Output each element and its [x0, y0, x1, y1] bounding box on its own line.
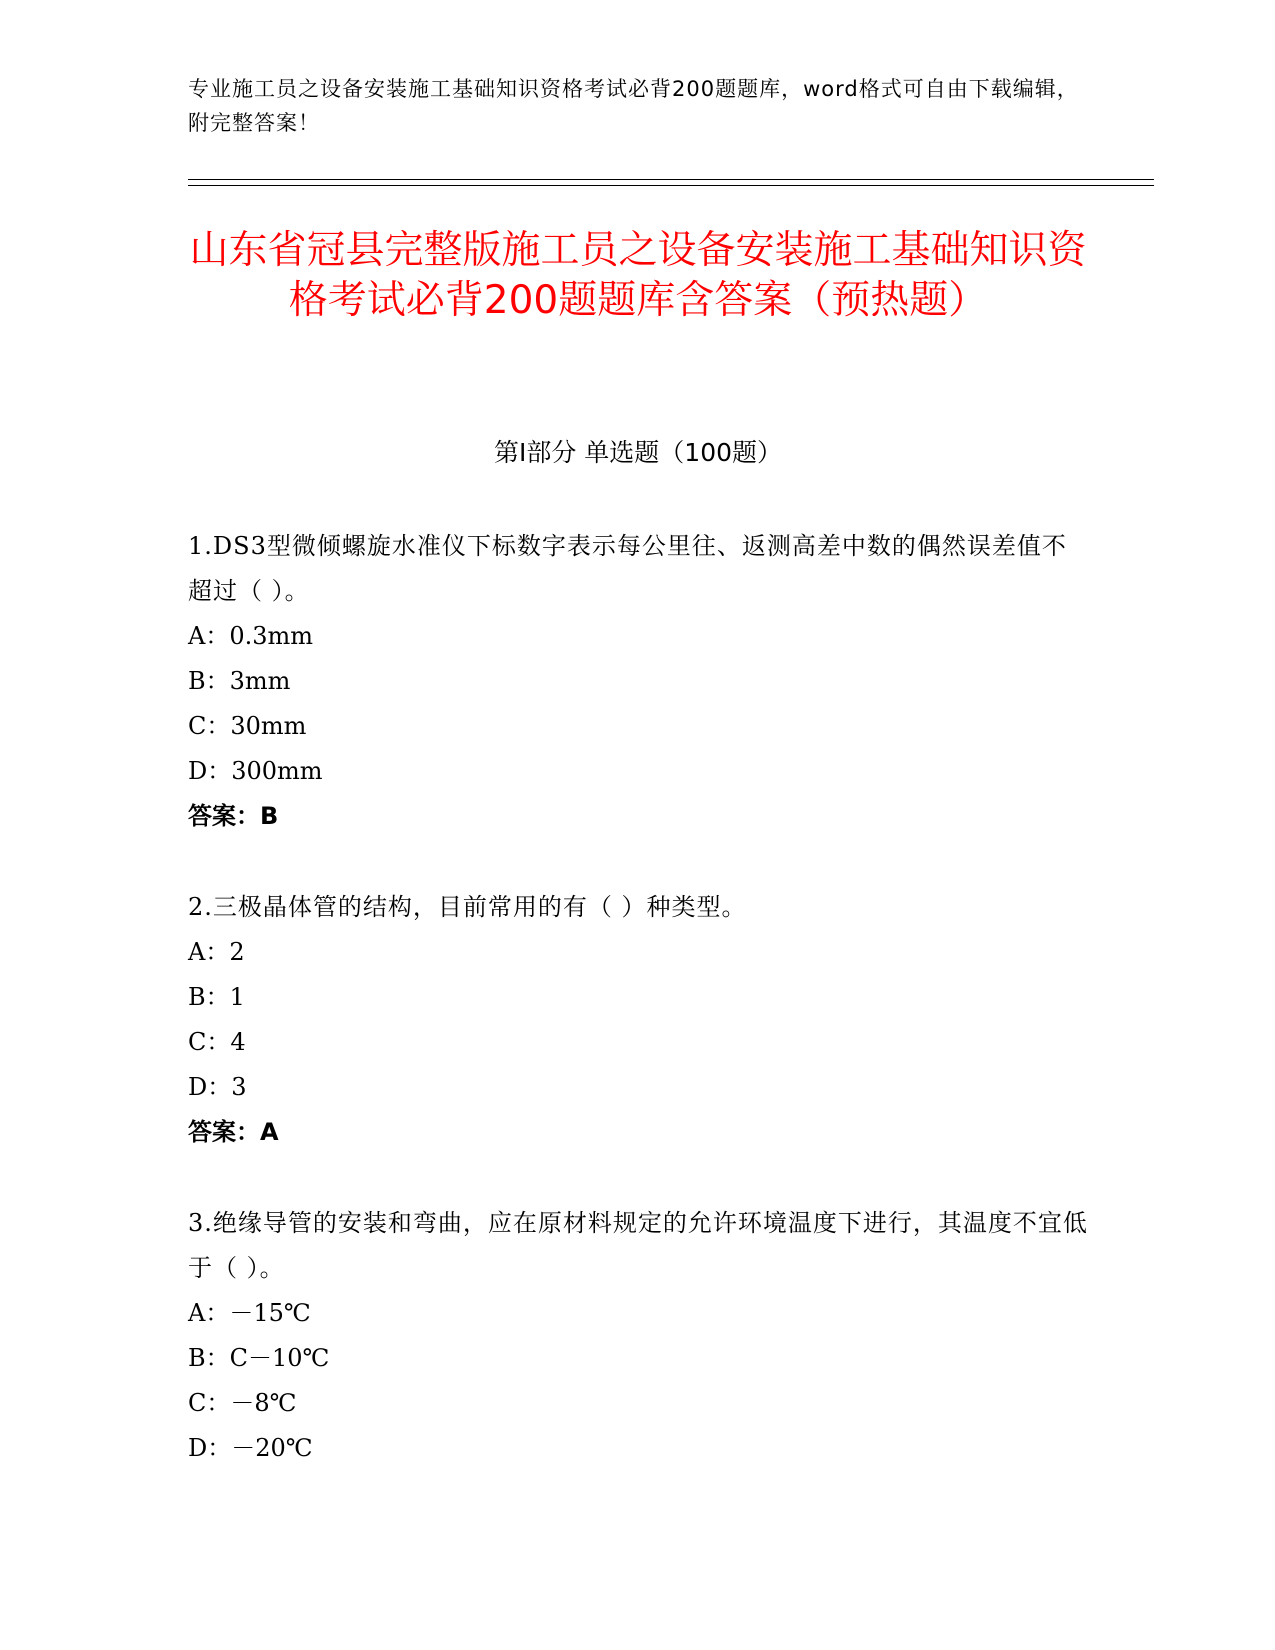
- option-a: A：－15℃: [188, 1299, 311, 1327]
- option-a: A：0.3mm: [188, 622, 314, 650]
- section-title: 第I部分 单选题（100题）: [493, 438, 783, 467]
- option-d: D：－20℃: [188, 1434, 313, 1462]
- question-text: 1.DS3型微倾螺旋水准仪下标数字表示每公里往、返测高差中数的偶然误差值不超过（ ）。: [188, 532, 1067, 605]
- option-c: C：4: [188, 1028, 246, 1056]
- answer: 答案：B: [188, 802, 279, 830]
- option-b: B：C－10℃: [188, 1344, 330, 1372]
- document-title: 山东省冠县完整版施工员之设备安装施工基础知识资格考试必背200题题库含答案（预热题）: [189, 228, 1087, 323]
- header-rule-bottom: [188, 185, 1154, 186]
- option-a: A：2: [188, 938, 245, 966]
- option-c: C：－8℃: [188, 1389, 297, 1417]
- option-d: D：3: [188, 1073, 247, 1101]
- question-3: [188, 1201, 1088, 1471]
- option-d: D：300mm: [188, 757, 323, 785]
- option-b: B：3mm: [188, 667, 291, 695]
- question-2: [188, 885, 1088, 1155]
- header-rule-top: [188, 179, 1154, 180]
- answer: 答案：A: [188, 1118, 279, 1146]
- option-c: C：30mm: [188, 712, 307, 740]
- header-note: 专业施工员之设备安装施工基础知识资格考试必背200题题库，word格式可自由下载编辑，附完整答案！: [188, 77, 1079, 135]
- question-1: [188, 524, 1088, 839]
- question-text: 3.绝缘导管的安装和弯曲，应在原材料规定的允许环境温度下进行，其温度不宜低于（ ）。: [188, 1209, 1088, 1282]
- option-b: B：1: [188, 983, 245, 1011]
- question-text: 2.三极晶体管的结构，目前常用的有（ ）种类型。: [188, 893, 747, 921]
